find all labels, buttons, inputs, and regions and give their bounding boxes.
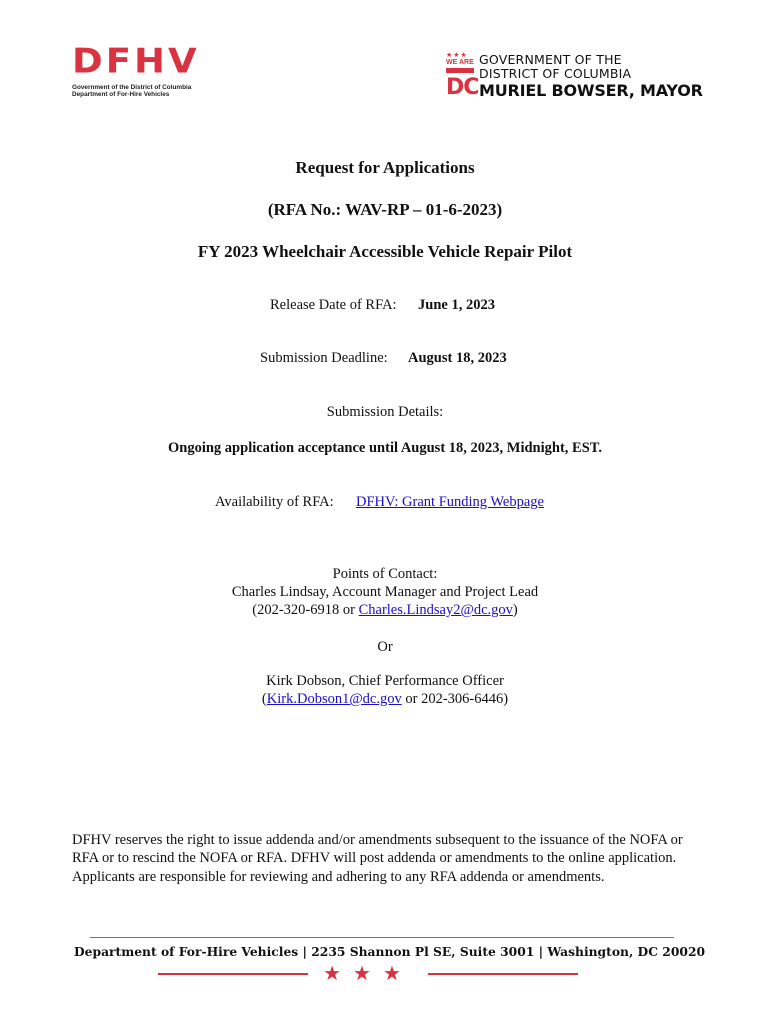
contact-2-details bbox=[0, 690, 770, 708]
dc-flag-stars: ★★★ bbox=[446, 51, 468, 59]
dfhv-logo bbox=[72, 41, 212, 99]
dc-mark: DC bbox=[446, 75, 479, 100]
dc-flag-icon bbox=[446, 52, 474, 76]
footer-stars-icon: ★★★ bbox=[323, 961, 413, 985]
or-separator: Or bbox=[377, 639, 393, 655]
dfhv-logo-line1: Government of the District of Columbia bbox=[72, 84, 192, 91]
release-date-label: Release Date of RFA: bbox=[270, 297, 397, 313]
dfhv-logo-subtitle bbox=[72, 84, 212, 99]
release-date-value: June 1, 2023 bbox=[418, 297, 495, 313]
dfhv-logo-mark: DFHV bbox=[72, 41, 200, 81]
submission-details-label: Submission Details: bbox=[326, 404, 444, 420]
submission-deadline-value: August 18, 2023 bbox=[408, 350, 507, 366]
rfa-number: (RFA No.: WAV-RP – 01-6-2023) bbox=[267, 200, 503, 219]
contact-1-details bbox=[0, 601, 770, 619]
document-title: Request for Applications bbox=[295, 158, 475, 177]
footer-address: Department of For-Hire Vehicles | 2235 Shannon Pl SE, Suite 3001 | Washington, DC 20020 bbox=[74, 944, 706, 959]
disclaimer-paragraph: DFHV reserves the right to issue addenda and/or amendments subsequent to the issuance of the NOFA or RFA or to rescind the NOFA or RFA. DFHV will post addenda or amendments to the online application. Applicants are responsible for reviewing and adhering to any RFA addenda or amendments. bbox=[72, 832, 683, 885]
footer-left-rule bbox=[158, 973, 308, 975]
grant-funding-webpage-link[interactable]: DFHV: Grant Funding Webpage bbox=[356, 494, 544, 510]
contact-2-name: Kirk Dobson, Chief Performance Officer bbox=[266, 673, 504, 689]
program-title: FY 2023 Wheelchair Accessible Vehicle Repair Pilot bbox=[197, 242, 573, 261]
dc-logo-mayor: MURIEL BOWSER, MAYOR bbox=[479, 81, 703, 100]
dc-flag-text: WE ARE bbox=[446, 59, 474, 66]
contact-2-phone: or 202-306-6446) bbox=[401, 691, 509, 707]
availability-label: Availability of RFA: bbox=[215, 494, 334, 510]
contact-2-prefix: ( bbox=[261, 691, 267, 707]
dc-flag-bar bbox=[446, 68, 474, 73]
contact-1-phone: (202-320-6918 or bbox=[252, 602, 359, 618]
submission-deadline-label: Submission Deadline: bbox=[260, 350, 388, 366]
footer-right-rule bbox=[428, 973, 578, 975]
dfhv-logo-line2: Department of For-Hire Vehicles bbox=[72, 91, 170, 99]
availability-row bbox=[215, 494, 544, 511]
points-of-contact-heading: Points of Contact: bbox=[332, 566, 438, 582]
dc-logo-line1: GOVERNMENT OF THE bbox=[479, 52, 622, 67]
dc-logo-line2: DISTRICT OF COLUMBIA bbox=[479, 66, 632, 81]
submission-deadline-row bbox=[260, 350, 507, 367]
footer-divider bbox=[90, 937, 674, 938]
contact-1-email-link[interactable]: Charles.Lindsay2@dc.gov bbox=[358, 602, 513, 618]
contact-1-suffix: ) bbox=[512, 602, 518, 618]
footer-decoration bbox=[158, 962, 578, 986]
submission-details-text: Ongoing application acceptance until August 18, 2023, Midnight, EST. bbox=[168, 440, 602, 456]
contact-2-email-link[interactable]: Kirk.Dobson1@dc.gov bbox=[266, 691, 402, 707]
release-date-row bbox=[270, 297, 495, 314]
contact-1-name: Charles Lindsay, Account Manager and Project Lead bbox=[231, 584, 539, 600]
dc-government-logo bbox=[446, 52, 706, 102]
